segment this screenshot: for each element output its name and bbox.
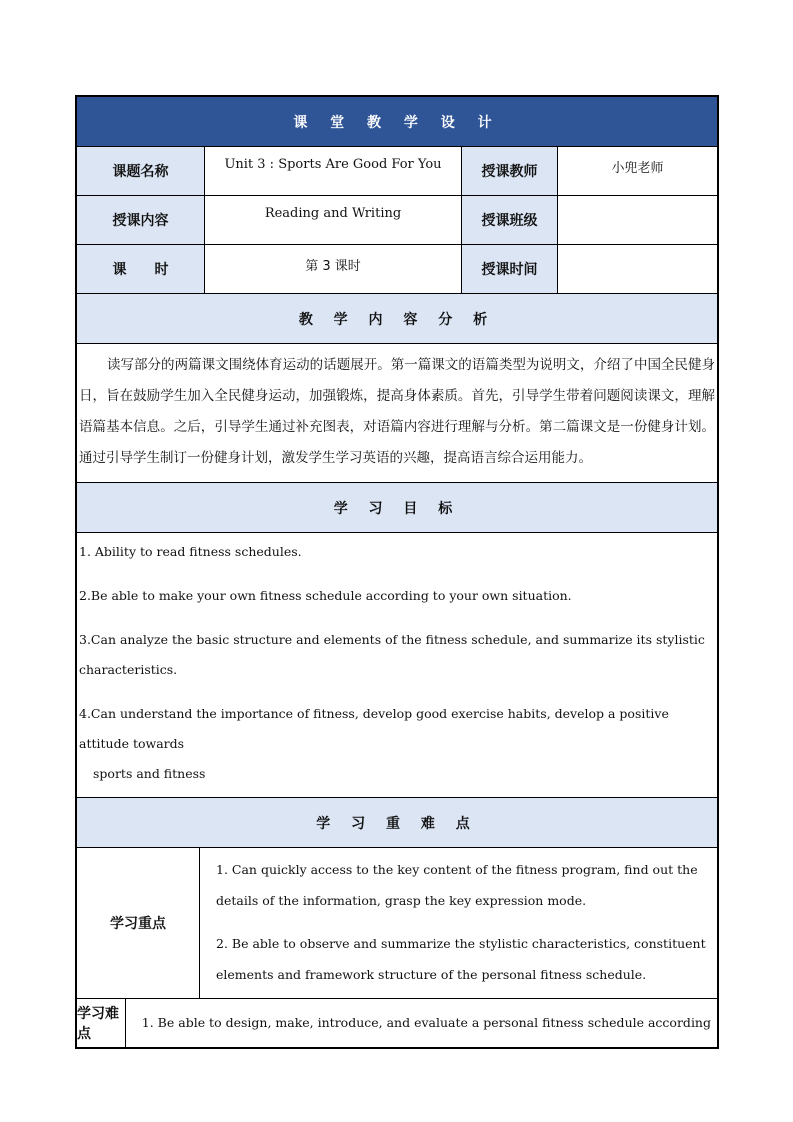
focus-row xyxy=(77,848,717,999)
objective-item xyxy=(79,699,715,789)
objective-item-continuation: sports and fitness xyxy=(93,766,206,781)
difficulty-label: 学习难点 xyxy=(77,999,126,1047)
keypoints-heading: 学 习 重 难 点 xyxy=(77,798,717,847)
teacher-value: 小兜老师 xyxy=(611,161,664,176)
analysis-heading-row xyxy=(77,294,717,344)
focus-content xyxy=(200,848,717,998)
objective-item: 1. Ability to read fitness schedules. xyxy=(79,544,302,559)
analysis-heading: 教 学 内 容 分 析 xyxy=(77,294,717,343)
period-value: 第 3 课时 xyxy=(205,245,462,293)
objective-item: 2.Be able to make your own fitness schedule according to your own situation. xyxy=(79,588,572,603)
analysis-paragraph: 读写部分的两篇课文围绕体育运动的话题展开。第一篇课文的语篇类型为说明文，介绍了中国全民健身日，旨在鼓励学生加入全民健身运动，加强锻炼，提高身体素质。首先，引导学生带着问题阅读课文，理解语篇基本信息。之后，引导学生通过补充图表，对语篇内容进行理解与分析。第二篇课文是一份健身计划。通过引导学生制订一份健身计划，激发学生学习英语的兴趣，提高语言综合运用能力。 xyxy=(79,357,715,466)
analysis-text xyxy=(77,344,717,482)
page-title: 课 堂 教 学 设 计 xyxy=(77,97,717,146)
title-row xyxy=(77,97,717,147)
keypoints-heading-row xyxy=(77,798,717,848)
time-value xyxy=(558,245,717,293)
teacher-label: 授课教师 xyxy=(462,147,558,195)
difficulty-item: 1. Be able to design, make, introduce, and evaluate a personal fitness schedule according xyxy=(141,1015,711,1030)
focus-item: 2. Be able to observe and summarize the stylistic characteristics, constituent elements and framework structure of the personal fitness schedule. xyxy=(216,936,706,982)
class-label: 授课班级 xyxy=(462,196,558,244)
objectives-list xyxy=(77,533,717,797)
info-row-content xyxy=(77,196,717,245)
class-value xyxy=(558,196,717,244)
difficulty-row xyxy=(77,999,717,1047)
objective-item-text: 4.Can understand the importance of fitness, develop good exercise habits, develop a positive attitude towards xyxy=(79,706,669,751)
info-row-period xyxy=(77,245,717,294)
focus-item: 1. Can quickly access to the key content of the fitness program, find out the details of the information, grasp the key expression mode. xyxy=(216,862,698,908)
period-label: 课 时 xyxy=(77,245,205,293)
difficulty-content xyxy=(126,999,717,1047)
focus-label: 学习重点 xyxy=(77,848,200,998)
time-label: 授课时间 xyxy=(462,245,558,293)
objectives-heading-row xyxy=(77,483,717,533)
objectives-body-row xyxy=(77,533,717,798)
content-value: Reading and Writing xyxy=(205,196,462,244)
topic-label: 课题名称 xyxy=(77,147,205,195)
info-row-topic xyxy=(77,147,717,196)
analysis-body-row xyxy=(77,344,717,483)
topic-value: Unit 3 : Sports Are Good For You xyxy=(205,147,462,195)
objective-item: 3.Can analyze the basic structure and elements of the fitness schedule, and summarize its stylistic characteristics. xyxy=(79,632,705,677)
objectives-heading: 学 习 目 标 xyxy=(77,483,717,532)
lesson-design-table xyxy=(75,95,719,1049)
content-label: 授课内容 xyxy=(77,196,205,244)
